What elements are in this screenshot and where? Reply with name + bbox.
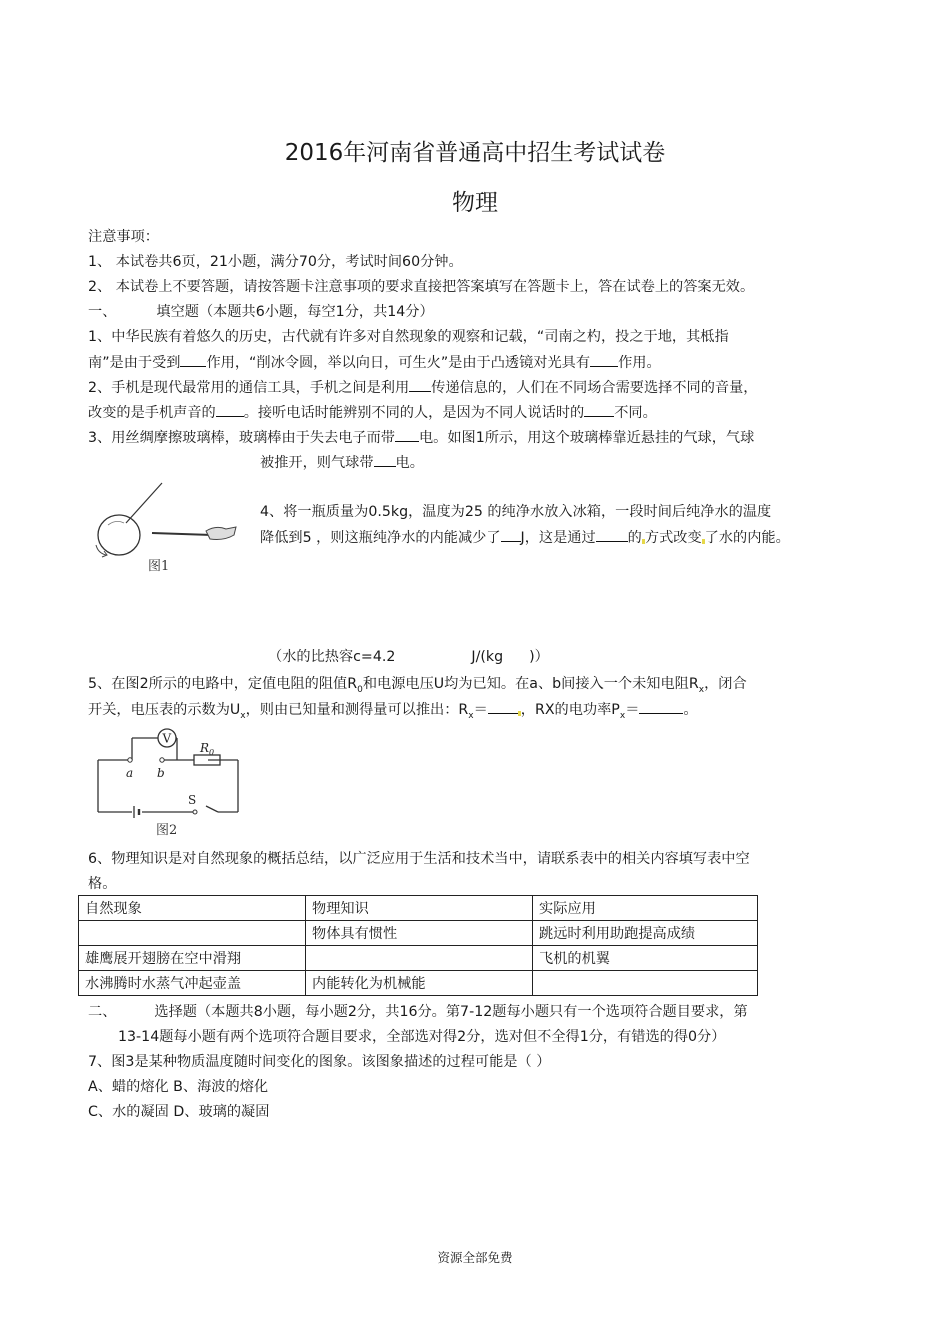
note-item: 1、 本试卷共6页，21小题，满分70分，考试时间60分钟。 — [88, 254, 463, 270]
answer-blank[interactable] — [596, 527, 628, 542]
table-cell: 飞机的机翼 — [533, 946, 758, 971]
answer-blank[interactable] — [639, 699, 683, 714]
balloon-string — [126, 483, 162, 523]
q5-line2: 开关，电压表的示数为$U_x$，则由已知量和测得量可以推出：$R_x=$ ，RX的电功率$P_x=$ 。 — [88, 699, 698, 726]
table-cell: 内能转化为机械能 — [306, 971, 533, 996]
table-row — [79, 946, 758, 971]
balloon — [98, 515, 140, 555]
svg-text:R0: $R_0$ — [200, 741, 215, 757]
note-item: 2、 本试卷上不要答题，请按答题卡注意事项的要求直接把答案填写在答题卡上，答在试卷上的答案无效。 — [88, 279, 755, 295]
section1-heading — [88, 302, 434, 322]
table-row — [79, 921, 758, 946]
svg-text:b: b — [157, 766, 165, 780]
section-title: 选择题（本题共8小题，每小题2分，共16分。第7-12题每小题只有一个选项符合题目要求，第 — [154, 1004, 748, 1020]
section2-heading — [88, 1002, 748, 1022]
section-number: 二、 — [88, 1004, 117, 1020]
q3-line1: 3、用丝绸摩擦玻璃棒，玻璃棒由于失去电子而带 电。如图1所示，用这个玻璃棒靠近悬挂的气球，气球 — [88, 427, 754, 448]
q7-options-cd: C、水的凝固 D、玻璃的凝固 — [88, 1104, 270, 1120]
q7-stem: 7、图3是某种物质温度随时间变化的图象。该图象描述的过程可能是（ ） — [88, 1054, 551, 1070]
phenomena-table — [78, 895, 758, 996]
glass-rod — [152, 533, 212, 535]
answer-blank[interactable] — [216, 402, 244, 417]
q2-line2: 改变的是手机声音的 。接听电话时能辨别不同的人，是因为不同人说话时的 不同。 — [88, 402, 657, 423]
q7-options-ab: A、蜡的熔化 B、海波的熔化 — [88, 1079, 269, 1095]
q4-line2: 降低到5 ，则这瓶纯净水的内能减少了 J，这是通过 的 方式改变 了水的内能。 — [260, 527, 790, 548]
answer-blank[interactable] — [374, 452, 396, 467]
section2-heading-cont: 13-14题每小题有两个选项符合题目要求，全部选对得2分，选对但不全得1分，有错选的得0分） — [118, 1029, 726, 1045]
table-header: 物理知识 — [306, 896, 533, 921]
q2-line1: 2、手机是现代最常用的通信工具，手机之间是利用 传递信息的，人们在不同场合需要选择不同的音量， — [88, 377, 757, 398]
q1-line1: 1、中华民族有着悠久的历史，古代就有许多对自然现象的观察和记载，“司南之杓，投之于地，其柢指 — [88, 329, 729, 345]
svg-text:a: a — [126, 766, 134, 780]
hand — [206, 527, 236, 540]
table-header: 自然现象 — [79, 896, 306, 921]
q6-line1: 6、物理知识是对自然现象的概括总结，以广泛应用于生活和技术当中，请联系表中的相关内容填写表中空 — [88, 851, 750, 867]
q4-line1: 4、将一瓶质量为0.5kg，温度为25 的纯净水放入冰箱，一段时间后纯净水的温度 — [260, 504, 772, 520]
terminal-b — [160, 758, 164, 762]
answer-blank[interactable] — [180, 352, 206, 367]
exam-title: 2016年河南省普通高中招生考试试卷 — [284, 140, 666, 166]
q3-line2: 被推开，则气球带 电。 — [260, 452, 424, 473]
figure-2-label: 图2 — [156, 823, 178, 838]
table-cell[interactable] — [533, 971, 758, 996]
figure-1-label: 图1 — [148, 559, 170, 574]
table-cell: 水沸腾时水蒸气冲起壶盖 — [79, 971, 306, 996]
table-header-row — [79, 896, 758, 921]
notes-heading: 注意事项： — [88, 229, 159, 245]
table-cell[interactable] — [79, 921, 306, 946]
section-title: 填空题（本题共6小题，每空1分，共14分） — [156, 304, 434, 320]
table-cell[interactable] — [306, 946, 533, 971]
table-row — [79, 971, 758, 996]
answer-blank[interactable] — [488, 699, 518, 714]
q6-line2: 格。 — [88, 876, 117, 892]
figure-2-circuit — [90, 726, 250, 838]
svg-text:V: V — [162, 731, 172, 746]
answer-blank[interactable] — [395, 427, 419, 442]
table-cell: 物体具有惯性 — [306, 921, 533, 946]
section-number: 一、 — [88, 304, 117, 320]
table-header: 实际应用 — [533, 896, 758, 921]
answer-blank[interactable] — [584, 402, 614, 417]
svg-text:S: S — [188, 793, 197, 807]
figure-1-balloon-rod — [86, 475, 246, 580]
table-cell: 雄鹰展开翅膀在空中滑翔 — [79, 946, 306, 971]
page-footer: 资源全部免费 — [437, 1250, 513, 1265]
table-cell: 跳远时利用助跑提高成绩 — [533, 921, 758, 946]
terminal-a — [128, 758, 132, 762]
q4-specific-heat: （水的比热容c=4.2 J/(kg )） — [268, 649, 549, 665]
answer-blank[interactable] — [409, 377, 431, 392]
q5-line1: 5、在图2所示的电路中，定值电阻的阻值$R_0$和电源电压U均为已知。在a、b间接入一个未知电阻$R_x$，闭合 — [88, 676, 747, 695]
subject-title: 物理 — [452, 190, 498, 216]
q1-line2: 南”是由于受到 作用，“削冰令圆，举以向日，可生火”是由于凸透镜对光具有 作用。 — [88, 352, 661, 373]
answer-blank[interactable] — [501, 527, 521, 542]
answer-blank[interactable] — [590, 352, 618, 367]
